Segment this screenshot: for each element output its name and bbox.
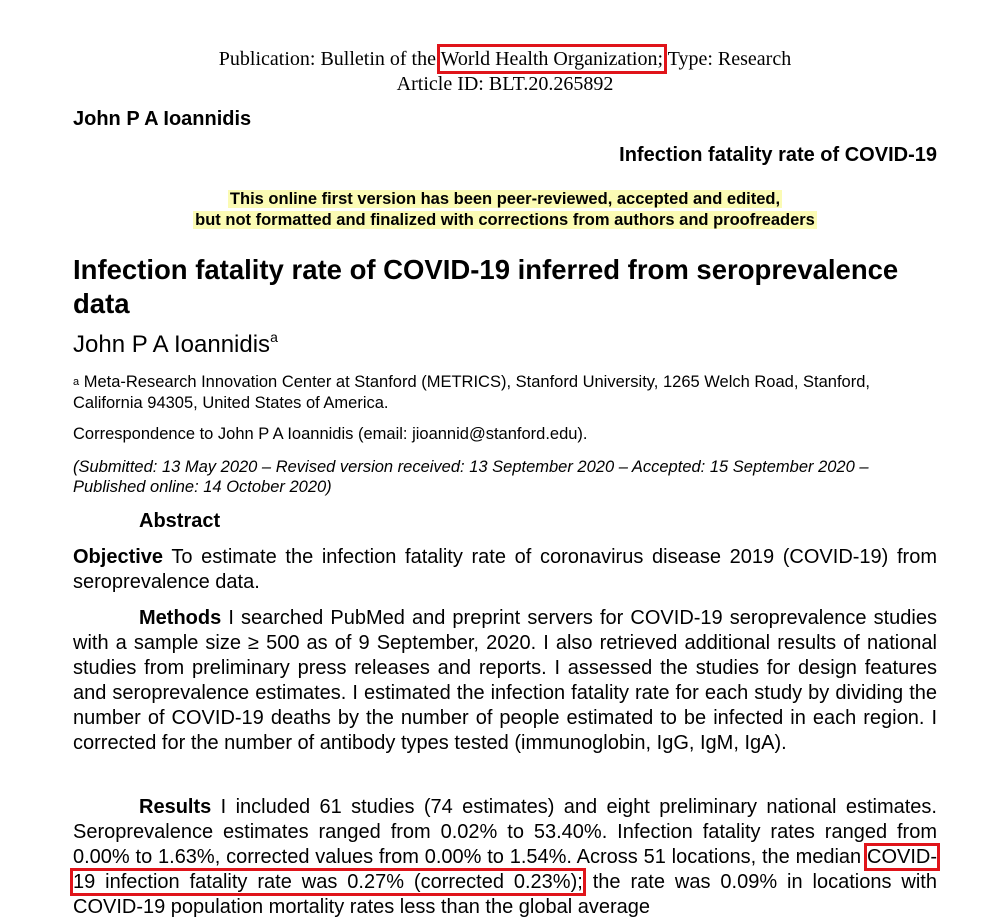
peer-review-notice xyxy=(0,189,992,231)
abstract-results xyxy=(73,795,937,920)
publication-prefix: Publication: Bulletin of the xyxy=(218,48,441,70)
affiliation-mark: a xyxy=(73,376,80,388)
abstract-heading: Abstract xyxy=(139,510,221,532)
submission-dates: (Submitted: 13 May 2020 – Revised version received: 13 September 2020 – Accepted: 15 September 2020 – Published online: 14 October 2020) xyxy=(73,458,869,496)
abstract-methods xyxy=(73,606,937,756)
publication-type: Type: Research xyxy=(663,48,792,70)
abstract-objective xyxy=(73,545,937,595)
results-label: Results xyxy=(139,796,212,818)
author-affiliation-mark: a xyxy=(270,329,278,345)
publication-line xyxy=(0,47,992,71)
author-name: John P A Ioannidis xyxy=(73,331,271,358)
affiliation-text: Meta-Research Innovation Center at Stanford (METRICS), Stanford University, 1265 Welch Road, Stanford, California 94305, United States of America. xyxy=(73,373,870,412)
article-author xyxy=(73,331,278,359)
methods-text: I searched PubMed and preprint servers for COVID-19 seroprevalence studies with a sample size ≥ 500 as of 9 September, 2020. I also retrieved additional results of national studies from preliminary press releases and reports. I assessed the studies for design features and seroprevalence estimates. I estimated the infection fatality rate for each study by dividing the number of COVID-19 deaths by the number of people estimated to be infected in each region. I corrected for the number of antibody types tested (immunoglobin, IgG, IgM, IgA). xyxy=(73,607,937,754)
notice-line-2: but not formatted and finalized with corrections from authors and proofreaders xyxy=(195,211,815,229)
header-author: John P A Ioannidis xyxy=(73,108,252,130)
notice-line-1: This online first version has been peer-reviewed, accepted and edited, xyxy=(229,190,781,208)
objective-label: Objective xyxy=(73,546,164,568)
article-id: Article ID: BLT.20.265892 xyxy=(396,73,614,95)
affiliation xyxy=(73,372,938,414)
article-title: Infection fatality rate of COVID-19 inferred from seroprevalence data xyxy=(73,254,899,319)
running-title: Infection fatality rate of COVID-19 xyxy=(619,144,937,166)
ifr-annotation: COVID-19 infection fatality rate was 0.27% (corrected 0.23%); xyxy=(73,846,937,893)
objective-text: To estimate the infection fatality rate of coronavirus disease 2019 (COVID-19) from seroprevalence data. xyxy=(73,546,937,593)
results-text-a: I included 61 studies (74 estimates) and eight preliminary national estimates. Seroprevalence estimates ranged from 0.02% to 53.40%. Infection fatality rates ranged from 0.00% to 1.63%, corrected values from 0.00% to 1.54%. Across 51 locations, the median xyxy=(73,796,937,868)
organization-annotation: World Health Organization; xyxy=(440,48,664,70)
results-text-b: the rate was 0.09% in locations with COVID-19 population mortality rates less than the global average xyxy=(73,871,937,918)
correspondence: Correspondence to John P A Ioannidis (email: jioannid@stanford.edu). xyxy=(73,425,588,443)
methods-label: Methods xyxy=(139,607,222,629)
